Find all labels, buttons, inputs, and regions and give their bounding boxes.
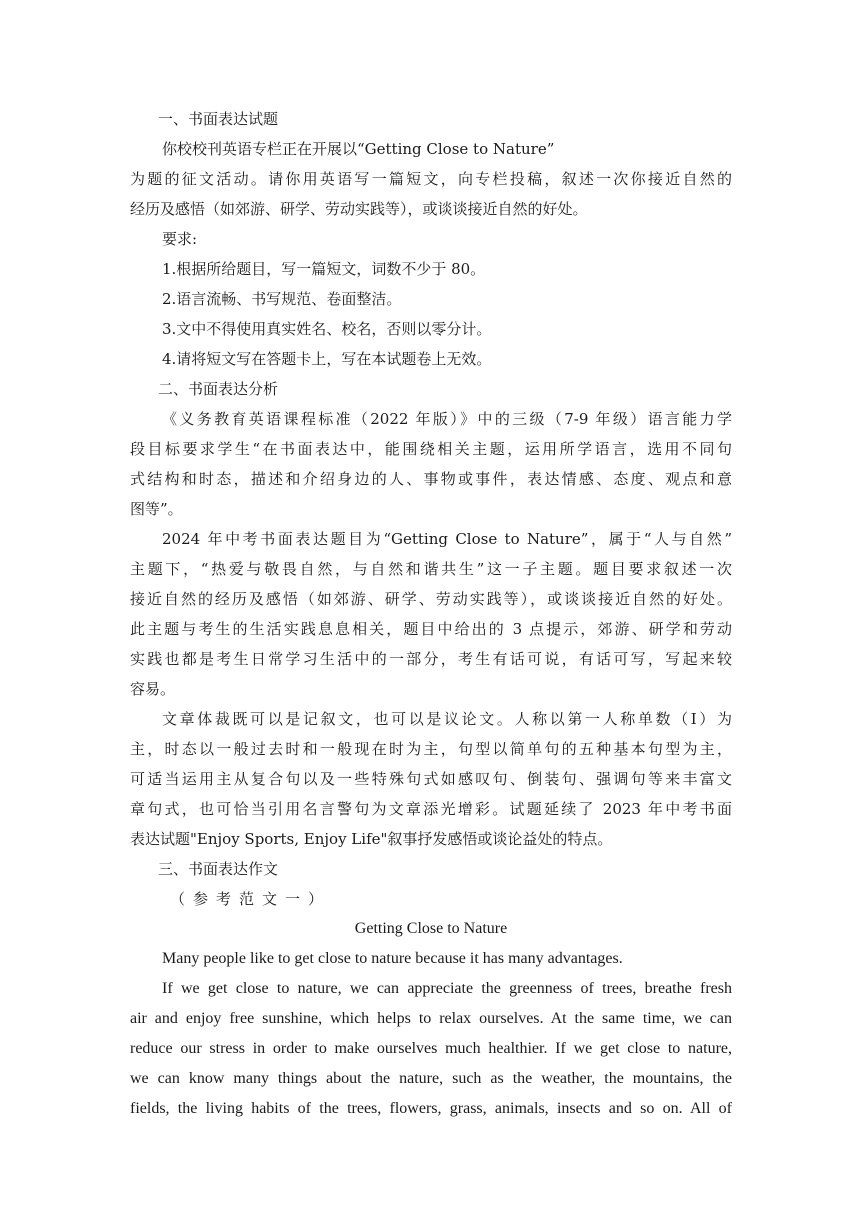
analysis-line: 主，时态以一般过去时和一般现在时为主，句型以简单句的五种基本句型为主，	[130, 740, 732, 758]
requirements-label: 要求:	[162, 230, 198, 248]
section-heading-2: 二、书面表达分析	[158, 380, 279, 398]
requirement-item: 3.文中不得使用真实姓名、校名，否则以零分计。	[162, 320, 492, 338]
section-heading-1: 一、书面表达试题	[158, 110, 279, 128]
analysis-line: 此主题与考生的生活实践息息相关，题目中给出的 3 点提示，郊游、研学和劳动	[130, 620, 732, 638]
section-heading-3: 三、书面表达作文	[158, 860, 279, 878]
essay-line: Many people like to get close to nature because it has many advantages.	[162, 950, 623, 967]
analysis-line: 式结构和时态，描述和介绍身边的人、事物或事件，表达情感、态度、观点和意	[130, 470, 732, 488]
analysis-line: 《义务教育英语课程标准（2022 年版）》中的三级（7-9 年级）语言能力学	[162, 410, 732, 428]
requirement-item: 2.语言流畅、书写规范、卷面整洁。	[162, 290, 402, 308]
essay-line: If we get close to nature, we can appreciate the greenness of trees, breathe fresh	[162, 980, 732, 997]
analysis-line: 章句式，也可恰当引用名言警句为文章添光增彩。试题延续了 2023 年中考书面	[130, 800, 732, 818]
analysis-line: 实践也都是考生日常学习生活中的一部分，考生有话可说，有话可写，写起来较	[130, 650, 732, 668]
prompt-line: 经历及感悟（如郊游、研学、劳动实践等），或谈谈接近自然的好处。	[130, 200, 588, 218]
analysis-line: 接近自然的经历及感悟（如郊游、研学、劳动实践等），或谈谈接近自然的好处。	[130, 590, 732, 608]
essay-line: fields, the living habits of the trees, flowers, grass, animals, insects and so on. All of	[130, 1100, 732, 1117]
analysis-line: 文章体裁既可以是记叙文，也可以是议论文。人称以第一人称单数（I）为	[162, 710, 732, 728]
prompt-line: 为题的征文活动。请你用英语写一篇短文，向专栏投稿，叙述一次你接近自然的	[130, 170, 732, 188]
essay-line: reduce our stress in order to make ourselves much healthier. If we get close to nature,	[130, 1040, 732, 1057]
analysis-line: 表达试题"Enjoy Sports, Enjoy Life"叙事抒发感悟或谈论益处的特点。	[130, 830, 613, 848]
sample-label: （参考范文一）	[170, 890, 332, 908]
essay-line: we can know many things about the nature, such as the weather, the mountains, the	[130, 1070, 732, 1087]
essay-title: Getting Close to Nature	[354, 920, 508, 937]
requirement-item: 4.请将短文写在答题卡上，写在本试题卷上无效。	[162, 350, 492, 368]
essay-line: air and enjoy free sunshine, which helps to relax ourselves. At the same time, we can	[130, 1010, 732, 1027]
analysis-line: 可适当运用主从复合句以及一些特殊句式如感叹句、倒装句、强调句等来丰富文	[130, 770, 732, 788]
analysis-line: 容易。	[130, 680, 176, 698]
analysis-line: 2024 年中考书面表达题目为“Getting Close to Nature”，属于“人与自然”	[162, 530, 732, 548]
requirement-item: 1.根据所给题目，写一篇短文，词数不少于 80。	[162, 260, 486, 278]
analysis-line: 段目标要求学生“在书面表达中，能围绕相关主题，运用所学语言，选用不同句	[130, 440, 732, 458]
analysis-line: 主题下，“热爱与敬畏自然，与自然和谐共生”这一子主题。题目要求叙述一次	[130, 560, 732, 578]
analysis-line: 图等”。	[130, 500, 183, 518]
document-body	[130, 104, 732, 1124]
prompt-line: 你校校刊英语专栏正在开展以“Getting Close to Nature”	[162, 140, 555, 158]
